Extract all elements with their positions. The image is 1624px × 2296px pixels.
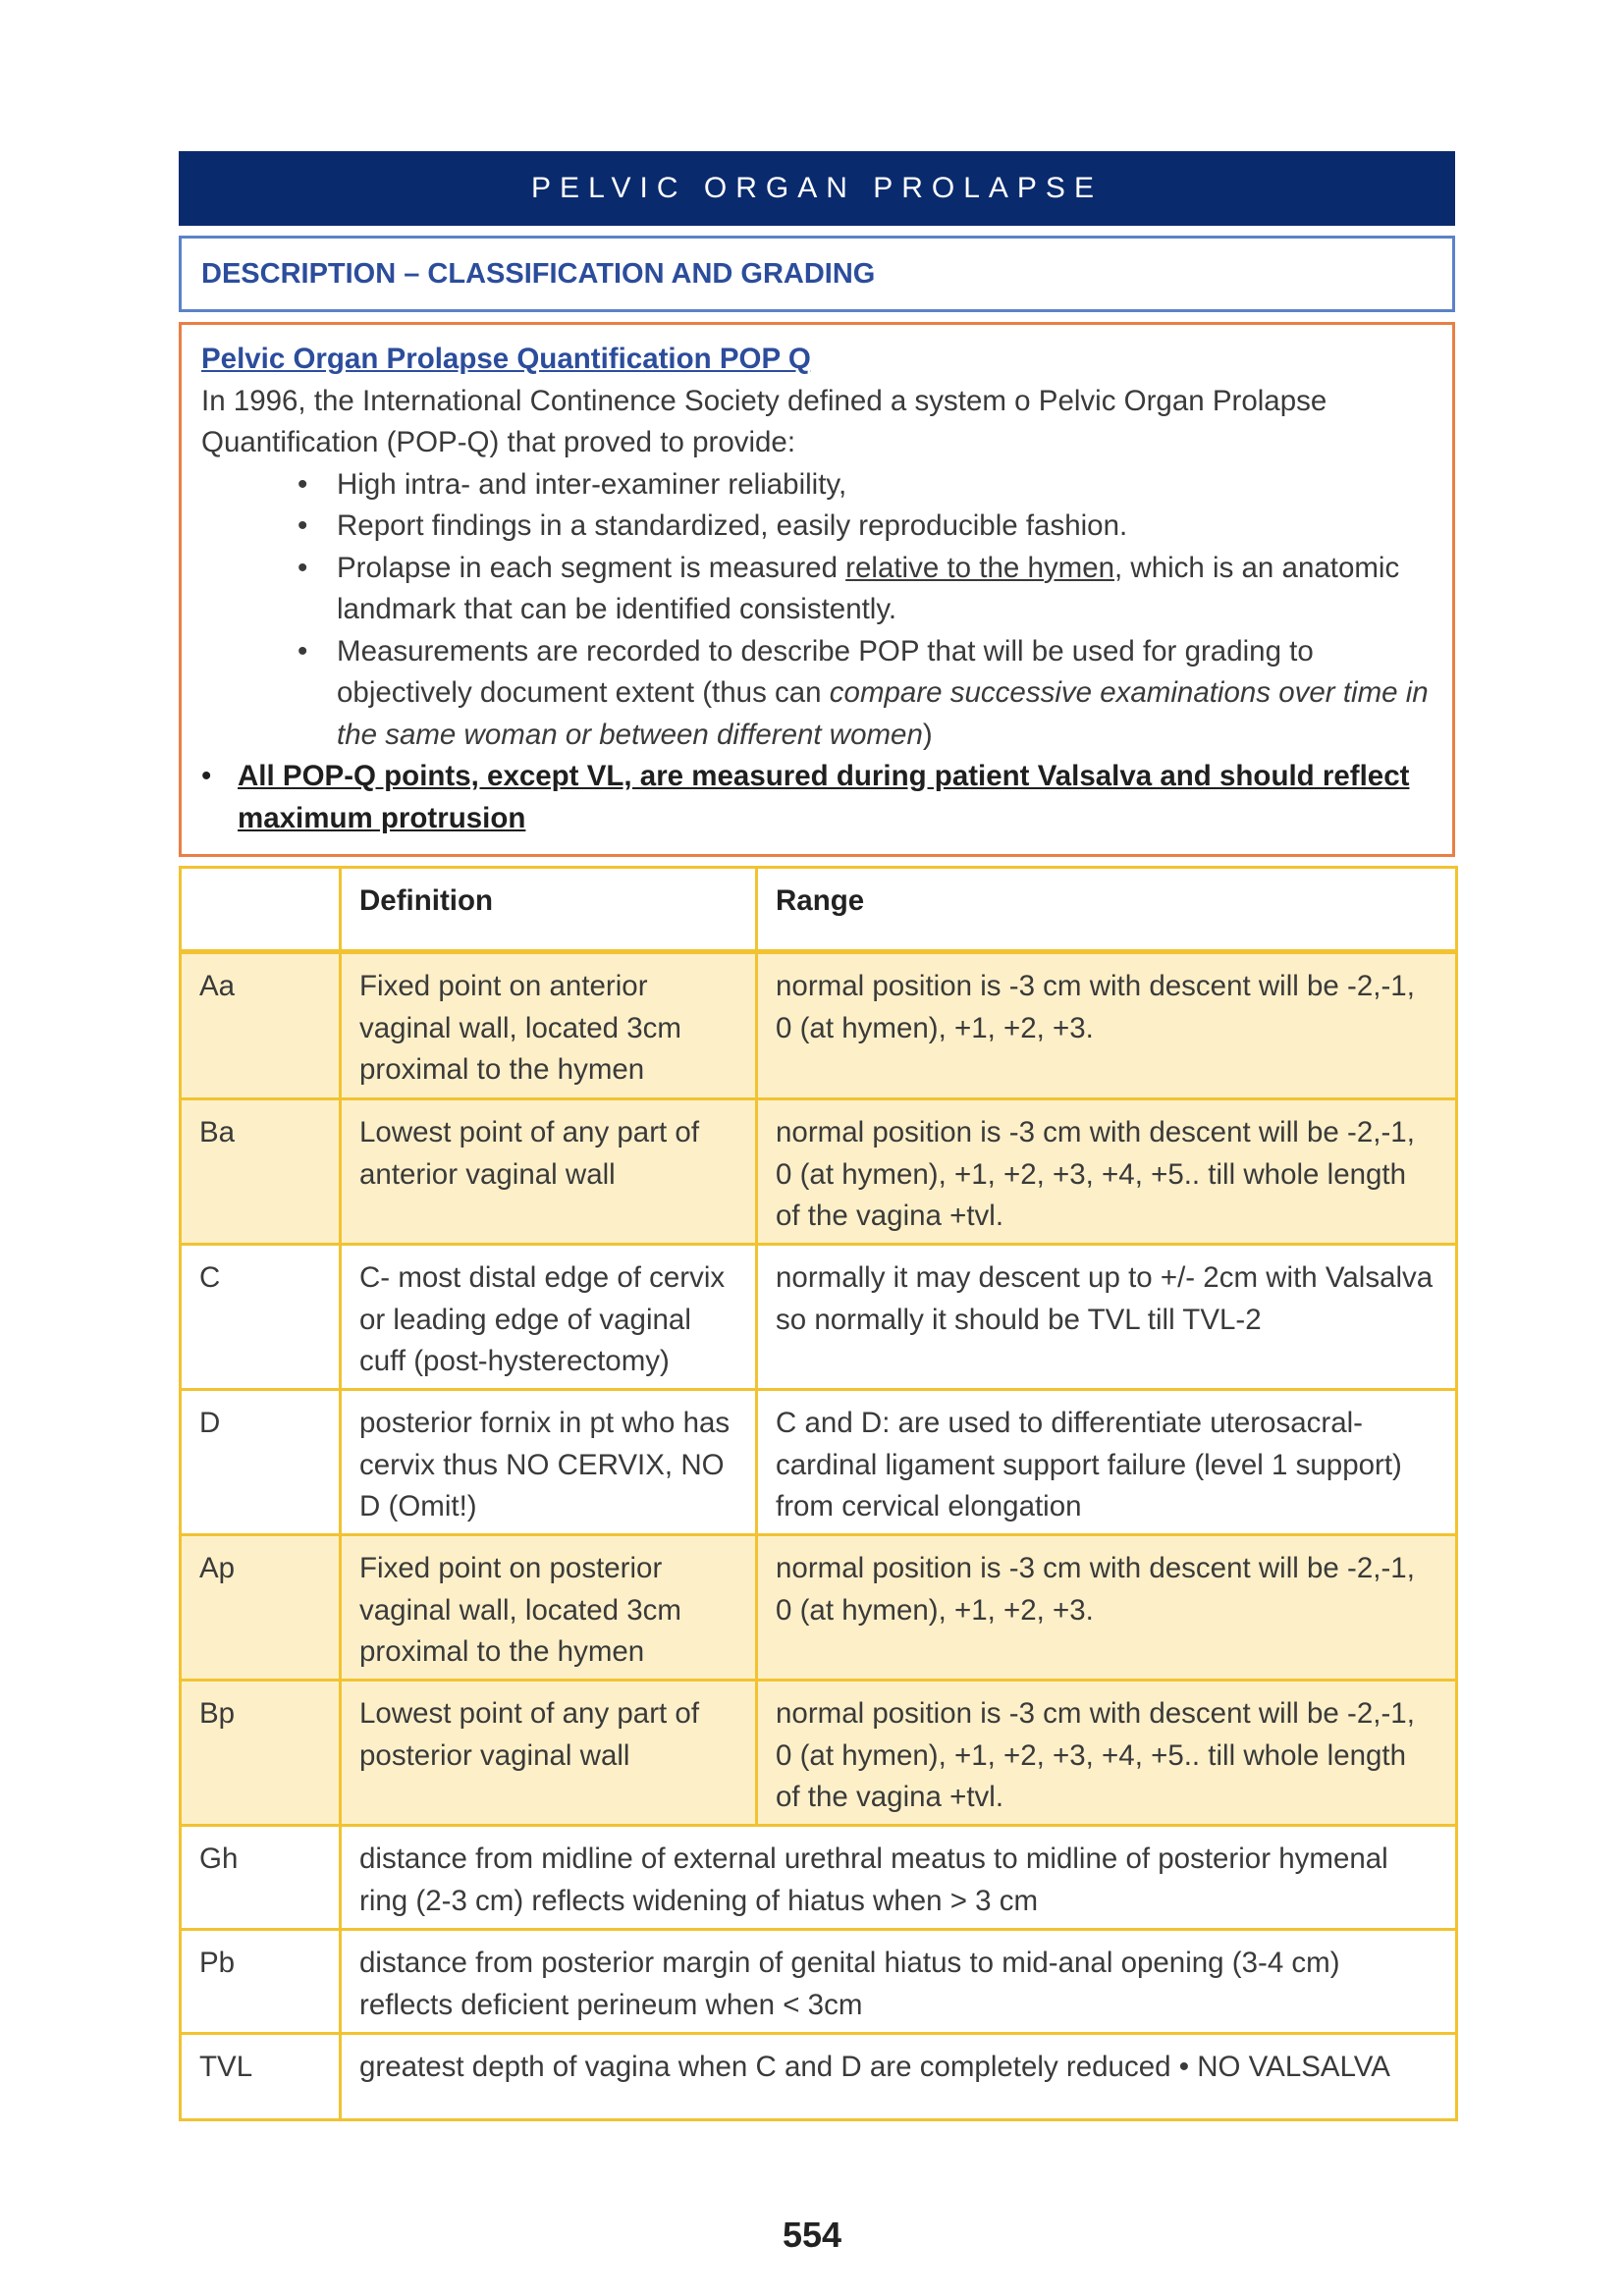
range-cell: normal position is -3 cm with descent will be -2,-1, 0 (at hymen), +1, +2, +3, +4, +5.. till whole length of the vagina +tvl.	[757, 1681, 1457, 1826]
bullet3-underlined: relative to the hymen	[845, 551, 1115, 584]
bullet4-text-end: )	[922, 718, 933, 751]
bullet3-text-end: , which is an anatomic landmark that can be identified consistently.	[337, 551, 1400, 625]
bullet4-italic: compare successive examinations over time in the same woman or between different women	[337, 676, 1429, 751]
table-row-d	[181, 1390, 1457, 1535]
table-row-bp	[181, 1681, 1457, 1826]
key-point: • All POP-Q points, except VL, are measured during patient Valsalva and should reflect maximum protrusion	[201, 756, 1433, 839]
bullet3-text-start: Prolapse in each segment is measured	[337, 551, 846, 584]
table-row-aa	[181, 952, 1457, 1099]
header-point	[181, 868, 341, 952]
range-cell: normal position is -3 cm with descent will be -2,-1, 0 (at hymen), +1, +2, +3.	[757, 952, 1457, 1099]
popq-table	[179, 866, 1458, 2121]
bullet4-text-start: Measurements are recorded to describe POP that will be used for grading to objectively document extent (thus can	[337, 634, 1314, 709]
definition-cell: posterior fornix in pt who has cervix thus NO CERVIX, NO D (Omit!)	[341, 1390, 757, 1535]
header-definition: Definition	[341, 868, 757, 952]
point-cell: Bp	[181, 1681, 341, 1826]
description-box	[179, 322, 1455, 857]
point-cell: C	[181, 1245, 341, 1390]
range-cell: normal position is -3 cm with descent will be -2,-1, 0 (at hymen), +1, +2, +3, +4, +5.. till whole length of the vagina +tvl.	[757, 1099, 1457, 1245]
description-title: Pelvic Organ Prolapse Quantification POP Q	[201, 343, 811, 375]
table-row-ap	[181, 1535, 1457, 1681]
definition-cell: Lowest point of any part of anterior vaginal wall	[341, 1099, 757, 1245]
bullet-reliability: • High intra- and inter-examiner reliability,	[337, 464, 1433, 507]
page-number: 554	[782, 2215, 842, 2255]
table-row-ba	[181, 1099, 1457, 1245]
bullet-measurements	[337, 631, 1433, 757]
range-cell: normally it may descent up to +/- 2cm with Valsalva so normally it should be TVL till TVL-2	[757, 1245, 1457, 1390]
section-heading-box	[179, 236, 1455, 312]
bullet-hymen-reference	[337, 548, 1433, 631]
description-bullets	[201, 464, 1433, 757]
range-cell: C and D: are used to differentiate uterosacral-cardinal ligament support failure (level 1 support) from cervical elongation	[757, 1390, 1457, 1535]
header-range: Range	[757, 868, 1457, 952]
page-banner	[179, 151, 1455, 226]
definition-cell: Lowest point of any part of posterior vaginal wall	[341, 1681, 757, 1826]
definition-cell: Fixed point on posterior vaginal wall, located 3cm proximal to the hymen	[341, 1535, 757, 1681]
definition-cell: distance from midline of external urethral meatus to midline of posterior hymenal ring (2-3 cm) reflects widening of hiatus when > 3 cm	[341, 1826, 1457, 1930]
point-cell: Gh	[181, 1826, 341, 1930]
range-cell: normal position is -3 cm with descent will be -2,-1, 0 (at hymen), +1, +2, +3.	[757, 1535, 1457, 1681]
bullet-standardized: • Report findings in a standardized, easily reproducible fashion.	[337, 506, 1433, 548]
point-cell: D	[181, 1390, 341, 1535]
description-intro: In 1996, the International Continence Society defined a system o Pelvic Organ Prolapse Quantification (POP-Q) that proved to provide:	[201, 384, 1327, 458]
point-cell: Ap	[181, 1535, 341, 1681]
table-header-row	[181, 868, 1457, 952]
point-cell: Ba	[181, 1099, 341, 1245]
definition-cell: greatest depth of vagina when C and D are completely reduced • NO VALSALVA	[341, 2034, 1457, 2120]
section-heading: DESCRIPTION – CLASSIFICATION AND GRADING	[201, 257, 876, 290]
table-row-c	[181, 1245, 1457, 1390]
table-row-pb	[181, 1930, 1457, 2034]
definition-cell: Fixed point on anterior vaginal wall, located 3cm proximal to the hymen	[341, 952, 757, 1099]
table-row-gh	[181, 1826, 1457, 1930]
point-cell: TVL	[181, 2034, 341, 2120]
point-cell: Pb	[181, 1930, 341, 2034]
table-row-tvl	[181, 2034, 1457, 2120]
point-cell: Aa	[181, 952, 341, 1099]
banner-title: PELVIC ORGAN PROLAPSE	[531, 172, 1103, 204]
definition-cell: C- most distal edge of cervix or leading edge of vaginal cuff (post-hysterectomy)	[341, 1245, 757, 1390]
definition-cell: distance from posterior margin of genital hiatus to mid-anal opening (3-4 cm) reflects deficient perineum when < 3cm	[341, 1930, 1457, 2034]
